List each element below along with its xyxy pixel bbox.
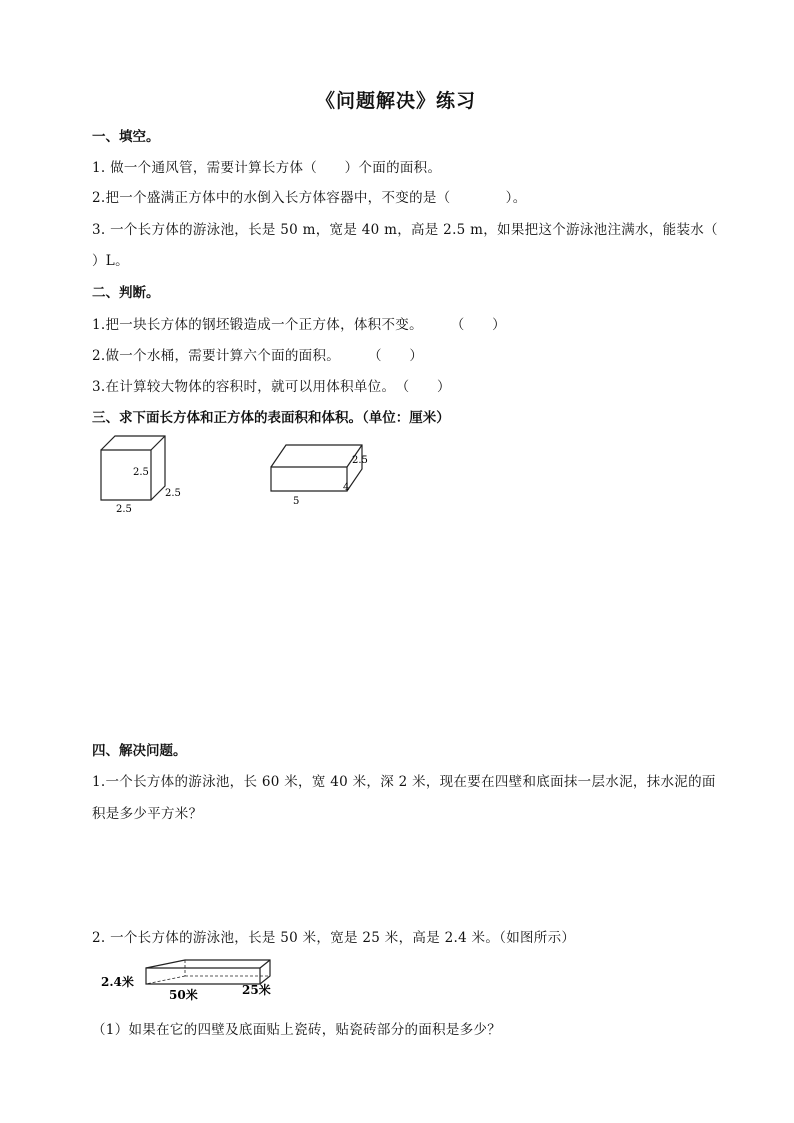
cuboid-depth-label: 4	[343, 482, 350, 493]
question-4-2-sub1: （1）如果在它的四壁及底面贴上瓷砖，贴瓷砖部分的面积是多少？	[92, 1022, 502, 1038]
section-heading-solve-problems: 四、解决问题。	[92, 743, 187, 759]
question-2-2: 2.做一个水桶，需要计算六个面的面积。 （ ）	[92, 348, 424, 364]
cube-height-label: 2.5	[133, 467, 149, 478]
page-title: 《问题解决》练习	[316, 90, 477, 112]
question-2-1: 1.把一块长方体的钢坯锻造成一个正方体，体积不变。 （ ）	[92, 317, 506, 333]
section-heading-surface-volume: 三、求下面长方体和正方体的表面积和体积。（单位：厘米）	[92, 410, 450, 426]
cube-width-label: 2.5	[116, 504, 132, 515]
question-4-1-line2: 积是多少平方米？	[92, 806, 203, 822]
section-heading-judge: 二、判断。	[92, 285, 160, 301]
question-1-3-line2: ）L。	[92, 253, 129, 269]
pool-height-label: 2.4米	[101, 975, 134, 989]
pool-width-label: 25米	[242, 983, 271, 997]
pool-length-label: 50米	[169, 988, 198, 1002]
question-2-3: 3.在计算较大物体的容积时，就可以用体积单位。 （ ）	[92, 379, 451, 395]
solids-figures	[90, 428, 390, 520]
question-4-2: 2. 一个长方体的游泳池，长是 50 米，宽是 25 米，高是 2.4 米。（如图所示）	[92, 930, 576, 946]
section-heading-fill-blank: 一、填空。	[92, 129, 160, 145]
question-1-3-line1: 3. 一个长方体的游泳池，长是 50 m，宽是 40 m，高是 2.5 m，如果把这个游泳池注满水，能装水（	[92, 222, 718, 238]
question-1-1: 1. 做一个通风管，需要计算长方体（ ）个面的面积。	[92, 160, 442, 176]
pool-figure	[98, 956, 288, 1004]
question-4-1-line1: 1.一个长方体的游泳池，长 60 米，宽 40 米，深 2 米，现在要在四壁和底面抹一层水泥，抹水泥的面	[92, 774, 716, 790]
question-1-2: 2.把一个盛满正方体中的水倒入长方体容器中，不变的是（ ）。	[92, 190, 527, 206]
cuboid-height-label: 2.5	[352, 455, 368, 466]
cube-depth-label: 2.5	[165, 488, 181, 499]
cuboid-length-label: 5	[293, 496, 300, 507]
